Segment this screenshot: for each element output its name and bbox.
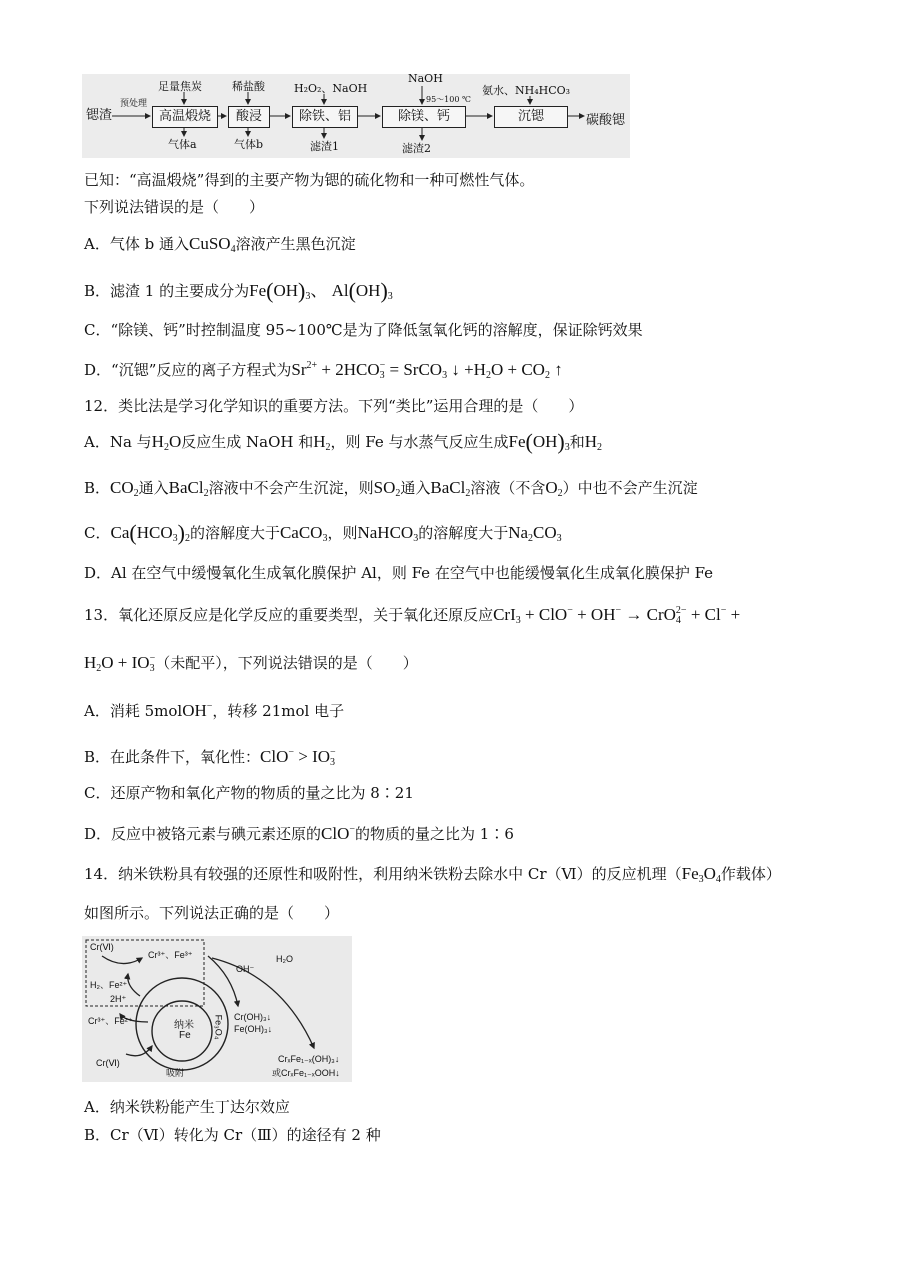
- q12-option-c: C．$Ca(HCO_3)_2$的溶解度大于CaCO$_3$，则NaHCO$_3$的溶解度大于$Na_2CO_3$: [84, 520, 562, 545]
- flow-input-3: H₂O₂、NaOH: [294, 82, 368, 95]
- q14-stem-line1: 14．纳米铁粉具有较强的还原性和吸附性，利用纳米铁粉去除水中 Cr（Ⅵ）的反应机理（$Fe_3O_4$作载体）: [84, 864, 781, 885]
- q11-stem: 下列说法错误的是（ ）: [84, 198, 265, 216]
- flow-output-4: 滤渣2: [402, 142, 431, 155]
- flow-input-4: NaOH: [408, 72, 443, 85]
- mech-h2-fe2: H₂、Fe²⁺: [90, 980, 128, 990]
- mech-product-1: CrₓFe₁₋ₓ(OH)₃↓: [278, 1054, 340, 1064]
- flow-step-3: 除铁、铝: [292, 106, 358, 128]
- q13-option-d: D．反应中被铬元素与碘元素还原的ClO−的物质的量之比为 1∶6: [84, 824, 514, 843]
- mech-h2o: H₂O: [276, 954, 293, 964]
- q14-option-b: B．Cr（Ⅵ）转化为 Cr（Ⅲ）的途径有 2 种: [84, 1126, 381, 1144]
- q11-option-c: C．“除镁、钙”时控制温度 95~100℃是为了降低氢氧化钙的溶解度，保证除钙效果: [84, 321, 643, 339]
- q13-option-c: C．还原产物和氧化产物的物质的量之比为 8∶21: [84, 784, 414, 802]
- flow-start: 锶渣: [86, 108, 113, 123]
- flow-pre-label: 预处理: [120, 99, 148, 109]
- q11-known: 已知：“高温煅烧”得到的主要产物为锶的硫化物和一种可燃性气体。: [84, 171, 535, 189]
- mech-cr3-fe2: Cr³⁺、Fe²⁺: [88, 1016, 133, 1026]
- q11-option-d: D．“沉锶”反应的离子方程式为$Sr^{2+} + 2HCO_3^-$ = SrCO$_3$ ↓ $+H_2O + CO_2$ ↑: [84, 360, 563, 381]
- q14-stem-line2: 如图所示。下列说法正确的是（ ）: [84, 904, 340, 922]
- q11-option-b: B．滤渣 1 的主要成分为$Fe(OH)_3$、 $Al(OH)_3$: [84, 278, 393, 303]
- mech-product-2: 或CrₓFe₁₋ₓOOH↓: [272, 1068, 340, 1078]
- mech-oh: OH⁻: [236, 964, 255, 974]
- q12-option-d: D．Al 在空气中缓慢氧化生成氧化膜保护 Al，则 Fe 在空气中也能缓慢氧化生成氧化膜保护 Fe: [84, 564, 714, 582]
- reaction-mechanism-figure: [82, 936, 352, 1082]
- mech-cr6-bottom: Cr(Ⅵ): [96, 1058, 120, 1068]
- mech-fe3o4: Fe₃O₄: [213, 1014, 224, 1040]
- q11-option-a: A．气体 b 通入CuSO$_4$溶液产生黑色沉淀: [84, 234, 356, 255]
- mech-cr3-fe3: Cr³⁺、Fe³⁺: [148, 950, 193, 960]
- q13-stem-line1: 13．氧化还原反应是化学反应的重要类型，关于氧化还原反应CrI$_3$ + ClO− + OH− → CrO$_4^{2-}$ + Cl− +: [84, 605, 741, 626]
- mech-cr6-top: Cr(Ⅵ): [90, 942, 114, 952]
- flow-input-2: 稀盐酸: [232, 80, 265, 93]
- q12-option-b: B．$CO_2$通入BaCl$_2$溶液中不会产生沉淀，则$SO_2$通入BaCl$_2$溶液（不含$O_2$）中也不会产生沉淀: [84, 478, 698, 499]
- mech-croh3: Cr(OH)₃↓: [234, 1012, 272, 1022]
- flow-output-1: 气体a: [168, 138, 197, 151]
- flow-input-1: 足量焦炭: [158, 80, 202, 93]
- flow-step-1: 高温煅烧: [152, 106, 218, 128]
- mech-2h: 2H⁺: [110, 994, 127, 1004]
- mech-nano-label: 纳米: [174, 1020, 194, 1031]
- q14-option-a: A．纳米铁粉能产生丁达尔效应: [84, 1098, 290, 1116]
- mech-feoh3: Fe(OH)₃↓: [234, 1024, 273, 1034]
- flow-input-5: 氨水、NH₄HCO₃: [482, 84, 571, 97]
- flow-end: 碳酸锶: [586, 113, 626, 128]
- flow-arrows: [82, 74, 630, 158]
- mech-fe-label: Fe: [179, 1030, 191, 1041]
- process-flow-diagram: [82, 74, 630, 158]
- flow-output-3: 滤渣1: [310, 140, 339, 153]
- flow-input-4-temp: 95～100 ℃: [426, 95, 471, 104]
- q13-option-b: B．在此条件下，氧化性：$ClO^- > IO_3^-$: [84, 747, 336, 768]
- flow-step-5: 沉锶: [494, 106, 568, 128]
- q12-option-a: A．Na 与$H_2O$反应生成 NaOH 和$H_2$，则 Fe 与水蒸气反应生成$Fe(OH)_3$和$H_2$: [84, 429, 603, 454]
- flow-step-2: 酸浸: [228, 106, 270, 128]
- q12-stem: 12．类比法是学习化学知识的重要方法。下列“类比”运用合理的是（ ）: [84, 397, 584, 415]
- q13-stem-line2: $H_2O + IO_3^-$（未配平），下列说法错误的是（ ）: [84, 653, 418, 674]
- mech-adsorb: 吸附: [166, 1068, 185, 1078]
- q13-option-a: A．消耗 5molOH−，转移 21mol 电子: [84, 701, 345, 720]
- flow-step-4: 除镁、钙: [382, 106, 466, 128]
- flow-output-2: 气体b: [234, 138, 264, 151]
